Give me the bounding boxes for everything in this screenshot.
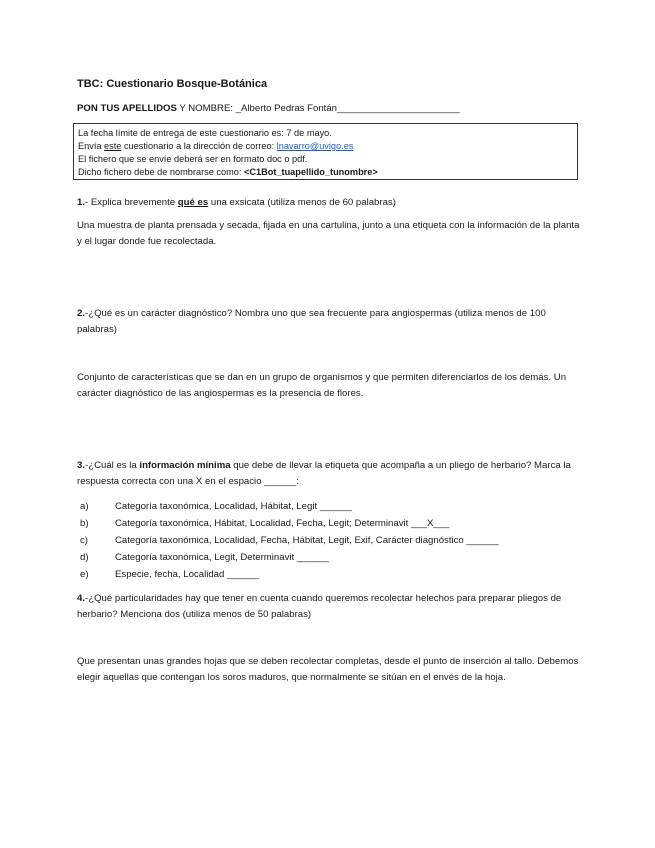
email-line-prefix: Envía	[78, 141, 105, 151]
option-letter: b)	[80, 518, 89, 529]
option-d[interactable]	[80, 549, 580, 566]
name-label-bold: PON TUS APELLIDOS	[77, 103, 177, 114]
option-letter: a)	[80, 501, 89, 512]
format-line: El fichero que se envíe deberá ser en formato doc o pdf.	[78, 154, 308, 164]
question-2	[77, 306, 582, 338]
option-b[interactable]	[80, 515, 580, 532]
name-value: _Alberto Pedras Fontán_______________________	[235, 103, 460, 114]
question-2-number: 2.	[77, 308, 86, 319]
question-1-text-b: una exsicata (utiliza menos de 60 palabras)	[208, 197, 396, 208]
option-text: Categoría taxonómica, Hábitat, Localidad, Fecha, Legit; Determinavit ___X___	[115, 518, 450, 529]
name-label-rest: Y NOMBRE:	[176, 103, 236, 114]
question-1-text-a: - Explica brevemente	[85, 197, 178, 208]
filename-line-prefix: Dicho fichero debe de nombrarse como:	[78, 167, 244, 177]
question-3-text-b: que debe de llevar la etiqueta que acompaña a un pliego de herbario? Marca la respuesta correcta con una X en el espacio ______:	[77, 460, 571, 487]
question-2-text: -¿Qué es un carácter diagnóstico? Nombra uno que sea frecuente para angiospermas (utiliza menos de 100 palabras)	[77, 308, 546, 335]
option-text: Categoría taxonómica, Localidad, Hábitat, Legit ______	[115, 501, 352, 512]
question-3-number: 3.	[77, 460, 86, 471]
email-link[interactable]: lnavarro@uvigo.es	[276, 141, 354, 151]
option-text: Categoría taxonómica, Localidad, Fecha, Hábitat, Legit, Exif, Carácter diagnóstico ______	[115, 535, 499, 546]
answer-1: Una muestra de planta prensada y secada, fijada en una cartulina, junto a una etiqueta con la información de la planta y el lugar donde fue recolectada.	[77, 220, 580, 247]
question-4-number: 4.	[77, 593, 86, 604]
question-4-text: -¿Qué particularidades hay que tener en cuenta cuando queremos recolectar helechos para preparar pliegos de herbario? Menciona dos (utiliza menos de 50 palabras)	[77, 593, 562, 620]
question-1	[77, 195, 582, 211]
email-line-middle: cuestionario a la dirección de correo:	[121, 141, 277, 151]
filename-pattern: <C1Bot_tuapellido_tunombre>	[243, 167, 378, 177]
option-letter: e)	[80, 569, 89, 580]
email-line-underlined: este	[104, 141, 122, 151]
question-4	[77, 591, 582, 623]
deadline-line: La fecha límite de entrega de este cuestionario es: 7 de mayo.	[78, 128, 332, 138]
question-1-number: 1.	[77, 197, 86, 208]
email-line	[78, 140, 573, 153]
option-text: Especie, fecha, Localidad ______	[115, 569, 260, 580]
option-a[interactable]	[80, 498, 580, 515]
option-letter: c)	[80, 535, 88, 546]
question-3-text-bold: información mínima	[139, 460, 231, 471]
answer-2: Conjunto de características que se dan en un grupo de organismos y que permiten diferenciarlos de los demás. Un carácter diagnóstico de las angiospermas es la presencia de flores.	[77, 372, 567, 399]
document-title: TBC: Cuestionario Bosque-Botánica	[77, 78, 268, 90]
filename-line	[78, 166, 573, 179]
option-e[interactable]	[80, 566, 580, 583]
question-1-text-bold: qué es	[177, 197, 209, 208]
question-3	[77, 458, 582, 490]
instructions-box	[73, 123, 578, 180]
option-c[interactable]	[80, 532, 580, 549]
option-letter: d)	[80, 552, 89, 563]
name-line	[77, 103, 460, 114]
question-3-options	[80, 498, 580, 583]
answer-4: Que presentan unas grandes hojas que se deben recolectar completas, desde el punto de inserción al tallo. Debemos elegir aquellas que contengan los soros maduros, que normalmente se sitúan en el envés de la hoja.	[77, 656, 579, 683]
question-3-text-a: -¿Cuál es la	[85, 460, 140, 471]
option-text: Categoría taxonómica, Legit, Determinavit ______	[115, 552, 329, 563]
